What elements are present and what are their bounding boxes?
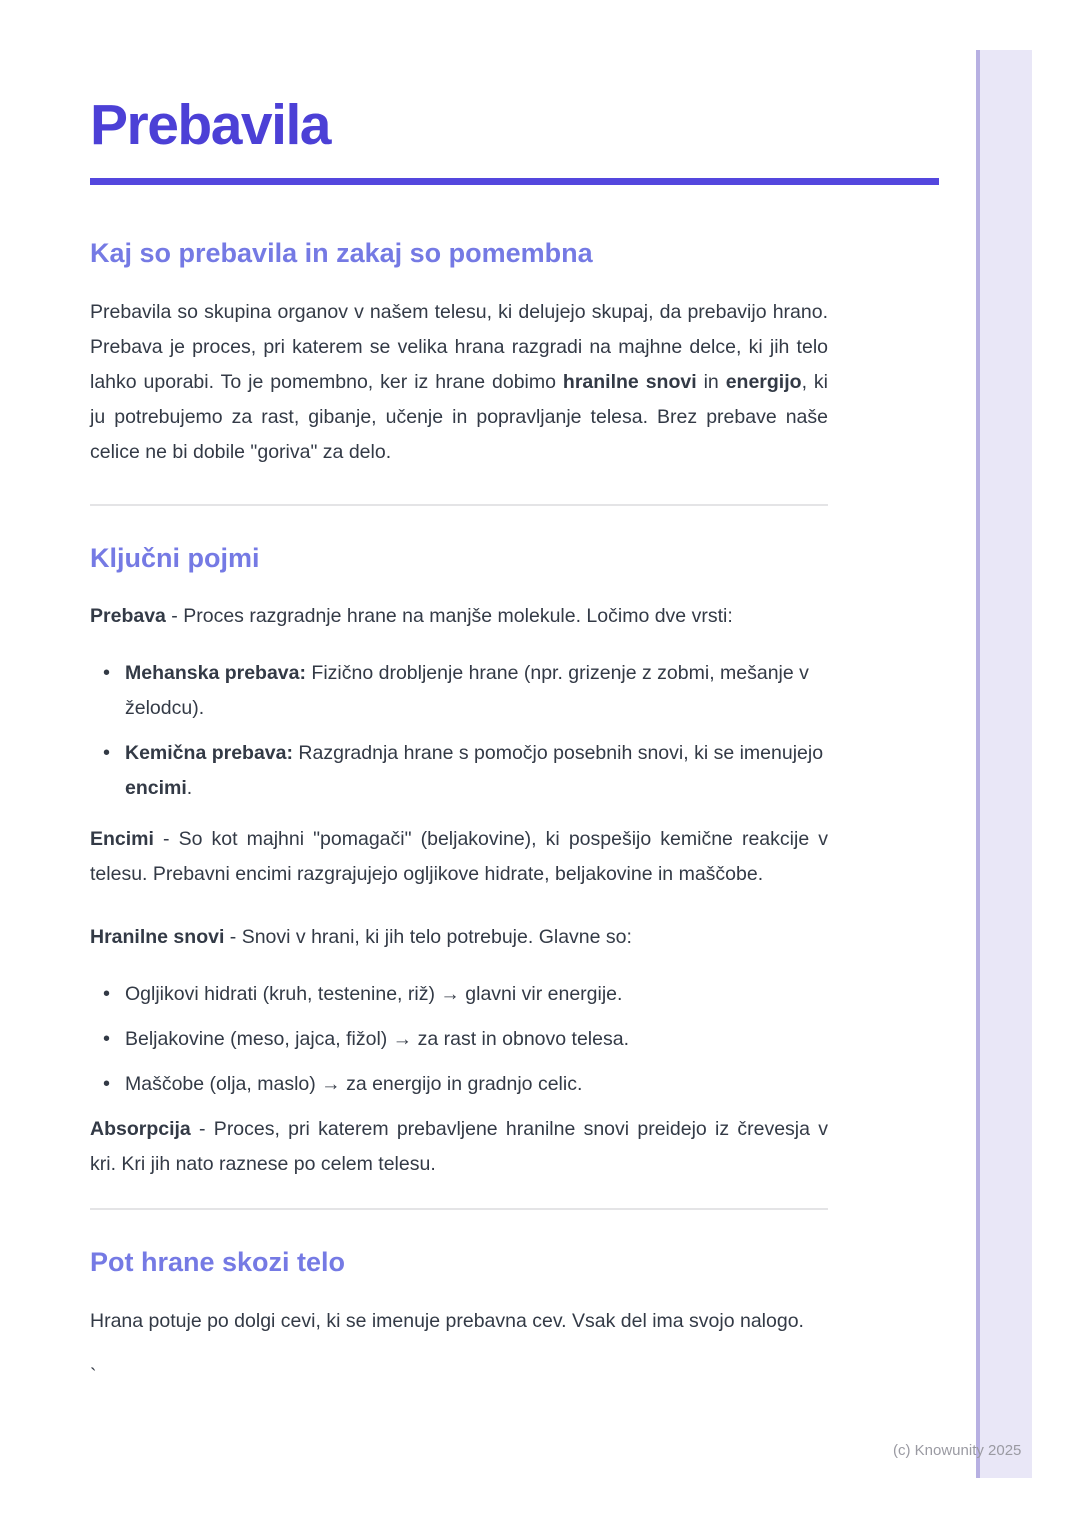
list-item: • Maščobe (olja, maslo) → za energijo in gradnjo celic. xyxy=(90,1067,828,1102)
list-item: • Kemična prebava: Razgradnja hrane s pomočjo posebnih snovi, ki se imenujejo encimi. xyxy=(90,736,828,806)
title-underline-rule xyxy=(90,178,939,185)
document-page xyxy=(90,0,828,1394)
section-divider xyxy=(90,504,828,506)
term-hranilne-snovi: Hranilne snovi - Snovi v hrani, ki jih telo potrebuje. Glavne so: xyxy=(90,925,632,948)
stray-backtick: ` xyxy=(90,1365,97,1388)
section-heading-key-terms: Ključni pojmi xyxy=(90,543,260,574)
list-item: • Beljakovine (meso, jajca, fižol) → za rast in obnovo telesa. xyxy=(90,1022,828,1057)
food-path-paragraph: Hrana potuje po dolgi cevi, ki se imenuje prebavna cev. Vsak del ima svojo nalogo. xyxy=(90,1310,804,1333)
copyright-footer: (c) Knowunity 2025 xyxy=(893,1442,1022,1459)
section-divider xyxy=(90,1208,828,1210)
term-absorpcija: Absorpcija - Proces, pri katerem prebavljene hranilne snovi preidejo iz črevesja v kri. Kri jih nato raznese po celem telesu. xyxy=(90,1117,828,1175)
digestion-types-list xyxy=(90,656,828,806)
section-heading-intro: Kaj so prebavila in zakaj so pomembna xyxy=(90,238,593,268)
section-heading-food-path: Pot hrane skozi telo xyxy=(90,1246,346,1277)
list-item: • Ogljikovi hidrati (kruh, testenine, riž) → glavni vir energije. xyxy=(90,977,828,1012)
right-page-strip xyxy=(976,50,1032,1478)
nutrients-list xyxy=(90,977,828,1102)
term-encimi: Encimi - So kot majhni "pomagači" (beljakovine), ki pospešijo kemične reakcije v telesu. Prebavni encimi razgrajujejo ogljikove hidrate, beljakovine in maščobe. xyxy=(90,827,828,885)
list-item: • Mehanska prebava: Fizično drobljenje hrane (npr. grizenje z zobmi, mešanje v želodcu). xyxy=(90,656,828,726)
intro-paragraph: Prebavila so skupina organov v našem telesu, ki delujejo skupaj, da prebavijo hrano. Prebava je proces, pri katerem se velika hrana razgradi na majhne delce, ki jih telo lahko uporabi. To je pomembno, ker iz hrane dobimo hranilne snovi in energijo, ki ju potrebujemo za rast, gibanje, učenje in popravljanje telesa. Brez prebave naše celice ne bi dobile "goriva" za delo. xyxy=(90,301,828,464)
page-title: Prebavila xyxy=(90,93,330,157)
term-prebava: Prebava - Proces razgradnje hrane na manjše molekule. Ločimo dve vrsti: xyxy=(90,604,733,627)
